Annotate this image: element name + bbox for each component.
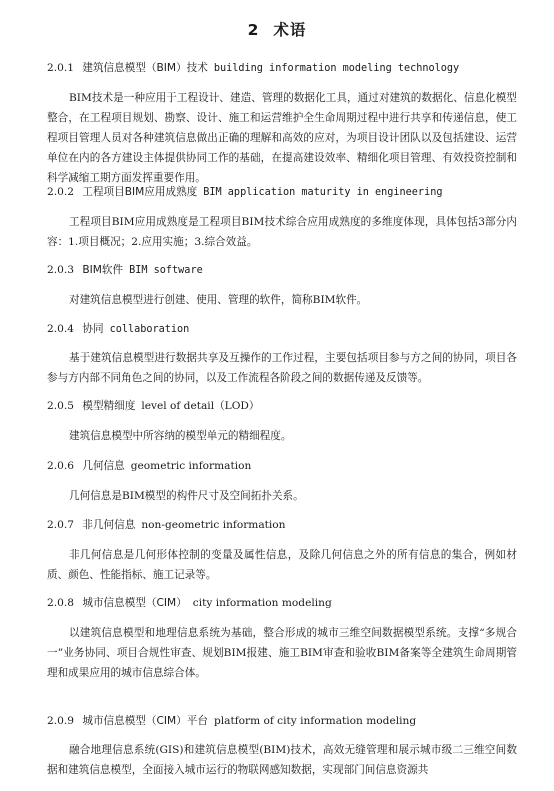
term-definition-2-0-8: 以建筑信息模型和地理信息系统为基础，整合形成的城市三维空间数据模型系统。支撑“多规合一”业务协同、项目合规性审查、规划BIM报建、施工BIM审查和验收BIM备案等全建筑生命周期管理和成果应用的城市信息综合体。: [47, 627, 517, 679]
term-name-cn: 城市信息模型（CIM）平台: [82, 715, 208, 727]
term-definition-2-0-2: 工程项目BIM应用成熟度是工程项目BIM技术综合应用成熟度的多维度体现，具体包括3部分内容：1.项目概况；2.应用实施；3.综合效益。: [47, 216, 517, 248]
chapter-title: 术语: [273, 21, 307, 39]
term-heading-2-0-7: [47, 517, 285, 532]
term-definition-2-0-1: BIM技术是一种应用于工程设计、建造、管理的数据化工具，通过对建筑的数据化、信息化模型整合，在工程项目规划、勘察、设计、施工和运营维护全生命周期过程中进行共享和传递信息，使工程项目管理人员对各种建筑信息做出正确的理解和高效的应对，为项目设计团队以及包括建设、运营单位在内的各方建设主体提供协同工作的基础，在提高建设效率、精细化项目管理、有效投资控制和科学减缩工期方面发挥重要作用。: [47, 92, 517, 184]
term-name-en: collaboration: [109, 324, 190, 335]
term-heading-2-0-3: [47, 262, 203, 277]
term-name-cn: BIM软件: [82, 264, 124, 276]
term-code: 2.0.2: [47, 186, 74, 198]
term-name-cn: 城市信息模型（CIM）: [82, 597, 187, 609]
term-code: 2.0.8: [47, 597, 74, 609]
term-heading-2-0-9: [47, 713, 416, 728]
term-name-cn: 几何信息: [82, 460, 125, 472]
term-code: 2.0.5: [47, 400, 74, 412]
term-name-en: non-geometric information: [141, 519, 286, 531]
term-name-cn: 模型精细度: [82, 400, 136, 412]
term-definition-2-0-6: 几何信息是BIM模型的构件尺寸及空间拓扑关系。: [69, 490, 304, 502]
term-heading-2-0-2: [47, 184, 442, 199]
term-code: 2.0.7: [47, 519, 74, 531]
term-definition-2-0-9: 融合地理信息系统(GIS)和建筑信息模型(BIM)技术，高效无缝管理和展示城市级二三维空间数据和建筑信息模型，全面接入城市运行的物联网感知数据，实现部门间信息资源共: [47, 744, 517, 776]
term-definition-2-0-7: 非几何信息是几何形体控制的变量及属性信息，及除几何信息之外的所有信息的集合，例如材质、颜色、性能指标、施工记录等。: [47, 549, 517, 581]
term-name-en: building information modeling technology: [213, 63, 460, 74]
term-name-en: BIM application maturity in engineering: [203, 187, 443, 198]
term-definition-2-0-3: 对建筑信息模型进行创建、使用、管理的软件，简称BIM软件。: [69, 294, 368, 306]
term-name-cn: 非几何信息: [82, 519, 136, 531]
term-code: 2.0.1: [47, 62, 74, 74]
term-heading-2-0-6: [47, 458, 251, 473]
term-code: 2.0.4: [47, 323, 74, 335]
term-name-cn: 协同: [82, 323, 104, 335]
chapter-number: 2: [247, 21, 260, 39]
term-code: 2.0.6: [47, 460, 74, 472]
term-name-en: level of detail（LOD）: [141, 400, 260, 412]
term-definition-2-0-4: 基于建筑信息模型进行数据共享及互操作的工作过程，主要包括项目参与方之间的协同，项目各参与方内部不同角色之间的协同，以及工作流程各阶段之间的数据传递及反馈等。: [47, 352, 517, 384]
term-heading-2-0-4: [47, 321, 189, 336]
term-name-en: geometric information: [130, 460, 252, 472]
term-code: 2.0.9: [47, 715, 74, 727]
chapter-heading: [0, 18, 554, 40]
term-heading-2-0-1: [47, 60, 459, 75]
term-heading-2-0-8: [47, 595, 332, 610]
term-definition-2-0-5: 建筑信息模型中所容纳的模型单元的精细程度。: [69, 430, 292, 442]
term-name-en: city information modeling: [192, 597, 332, 609]
term-name-en: BIM software: [129, 265, 203, 276]
term-name-cn: 建筑信息模型（BIM）技术: [82, 62, 208, 74]
term-code: 2.0.3: [47, 264, 74, 276]
term-name-en: platform of city information modeling: [213, 715, 417, 727]
term-name-cn: 工程项目BIM应用成熟度: [82, 186, 198, 198]
term-heading-2-0-5: [47, 398, 259, 413]
